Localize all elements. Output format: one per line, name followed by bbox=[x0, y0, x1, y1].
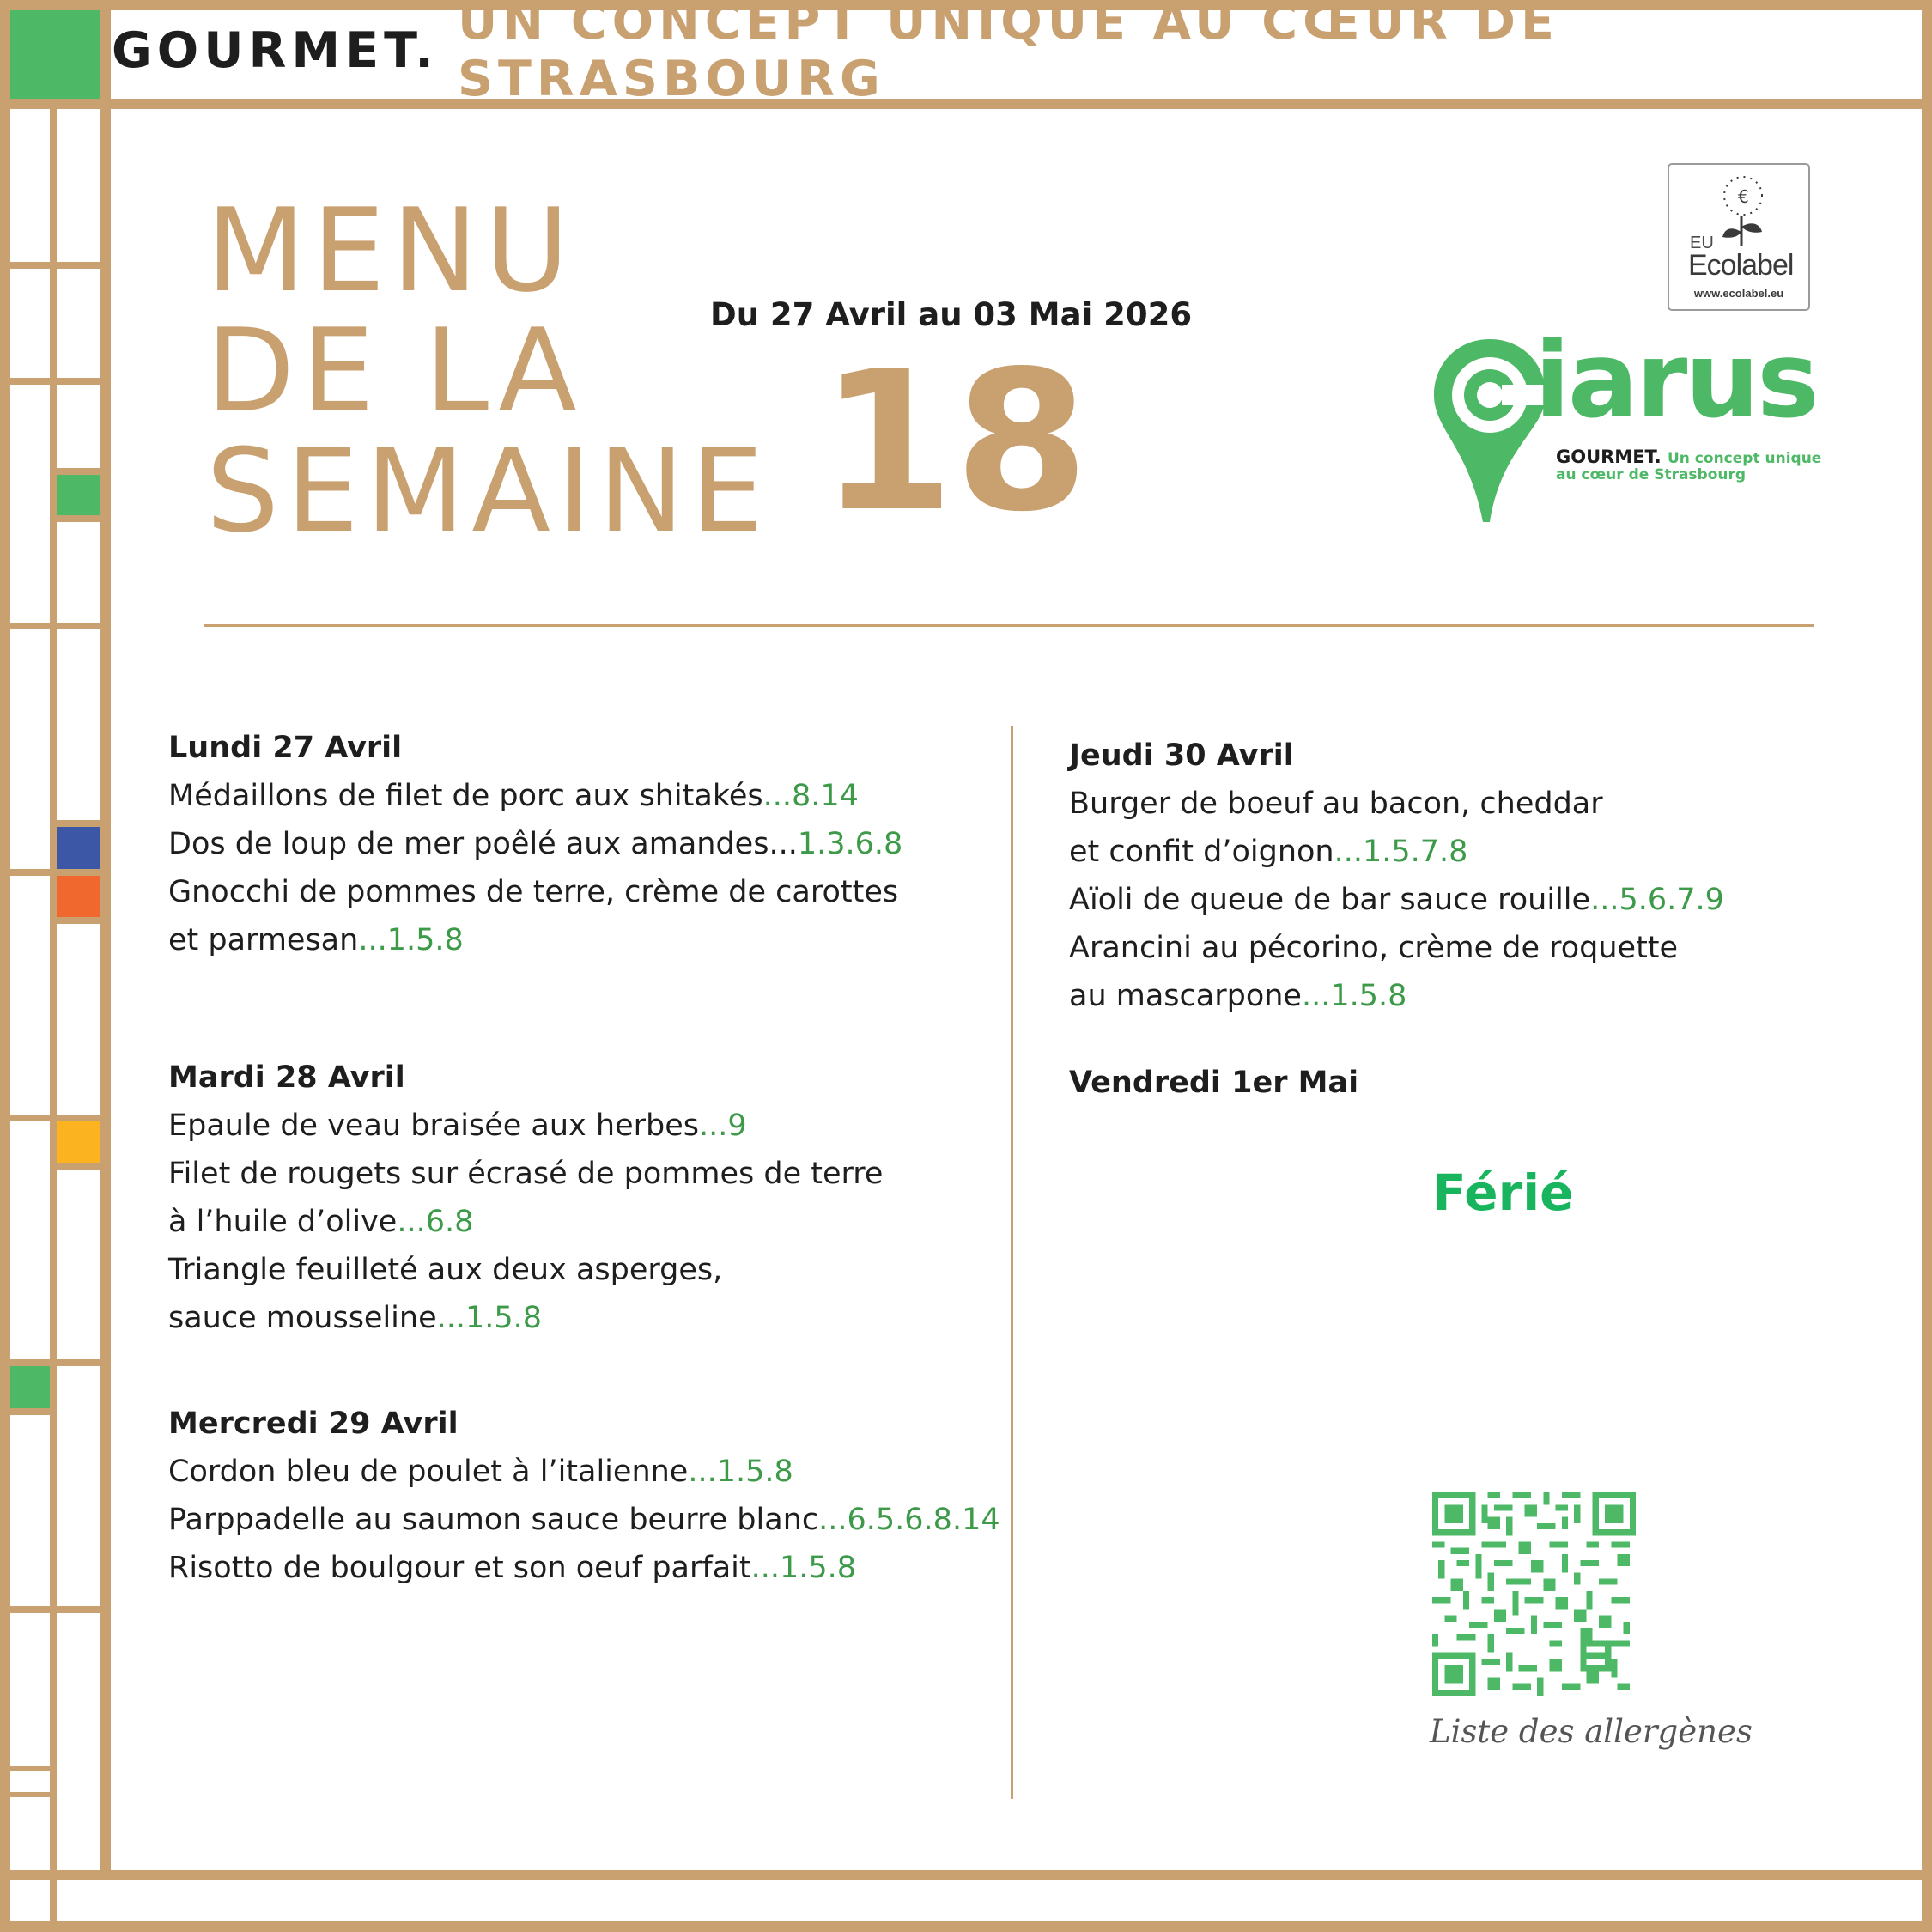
menu-item bbox=[1069, 972, 1724, 1020]
grid-h bbox=[52, 468, 107, 475]
day-monday bbox=[168, 724, 902, 964]
ecolabel-eu: EU bbox=[1690, 234, 1714, 252]
grid-h bbox=[0, 262, 107, 269]
dish: Gnocchi de pommes de terre, crème de carottes bbox=[168, 875, 899, 909]
menu-item bbox=[1069, 924, 1724, 972]
logo-sub-text2: au cœur de Strasbourg bbox=[1556, 466, 1747, 483]
grid-h bbox=[0, 623, 107, 629]
dish: Cordon bleu de poulet à l’italienne bbox=[168, 1455, 689, 1489]
dish: au mascarpone bbox=[1069, 979, 1302, 1013]
day-name: Vendredi 1er Mai bbox=[1069, 1066, 1359, 1100]
allergens: ...1.5.7.8 bbox=[1334, 835, 1468, 869]
grid-h bbox=[0, 1115, 107, 1121]
allergens: ...8.14 bbox=[762, 779, 859, 813]
grid-h bbox=[0, 1359, 107, 1366]
map-pin-icon bbox=[1430, 335, 1550, 528]
day-name: Mardi 28 Avril bbox=[168, 1060, 405, 1095]
menu-title-line3: SEMAINE bbox=[206, 424, 771, 558]
header-tagline: UN CONCEPT UNIQUE AU CŒUR DE STRASBOURG bbox=[457, 0, 1559, 107]
logo-sub-text1: Un concept unique bbox=[1667, 450, 1822, 467]
frame-bottom bbox=[0, 1921, 1932, 1932]
eu-ecolabel-logo bbox=[1668, 163, 1810, 311]
green-square bbox=[57, 475, 100, 515]
qr-code-icon[interactable] bbox=[1432, 1492, 1636, 1696]
menu-item bbox=[168, 772, 902, 820]
grid-h bbox=[0, 378, 107, 385]
grid-h bbox=[52, 820, 107, 827]
frame-left bbox=[0, 0, 10, 1932]
menu-item bbox=[168, 1150, 883, 1198]
dish: Filet de rougets sur écrasé de pommes de terre bbox=[168, 1157, 884, 1191]
dish: Burger de boeuf au bacon, cheddar bbox=[1069, 787, 1603, 821]
day-name: Mercredi 29 Avril bbox=[168, 1406, 459, 1441]
logo-subline-1 bbox=[1556, 447, 1821, 467]
allergens: ...6.5.6.8.14 bbox=[818, 1503, 1000, 1537]
allergens: ...1.5.8 bbox=[1301, 979, 1407, 1013]
left-col-line-2 bbox=[100, 0, 111, 1880]
dish: Médaillons de filet de porc aux shitakés bbox=[168, 779, 763, 813]
menu-item bbox=[168, 1544, 1000, 1592]
horizontal-divider bbox=[204, 624, 1814, 627]
day-tuesday bbox=[168, 1054, 883, 1342]
grid-h bbox=[0, 1766, 56, 1771]
allergens: ...1.5.8 bbox=[436, 1301, 543, 1335]
menu-item bbox=[168, 1198, 883, 1246]
menu-title-line1: MENU bbox=[206, 184, 576, 318]
dish: et confit d’oignon bbox=[1069, 835, 1334, 869]
day-friday bbox=[1069, 1059, 1358, 1107]
allergens: ...6.8 bbox=[397, 1205, 474, 1239]
menu-title bbox=[206, 184, 771, 558]
date-range: Du 27 Avril au 03 Mai 2026 bbox=[710, 296, 1193, 333]
allergens: ...9 bbox=[699, 1109, 747, 1143]
green-square-corner bbox=[10, 10, 100, 99]
header-brand: GOURMET. bbox=[112, 22, 439, 79]
dish: Risotto de boulgour et son oeuf parfait bbox=[168, 1551, 751, 1585]
grid-h bbox=[52, 515, 107, 522]
allergens: 1.3.6.8 bbox=[797, 827, 903, 861]
dish: Arancini au pécorino, crème de roquette bbox=[1069, 931, 1679, 965]
menu-item bbox=[168, 868, 902, 916]
dish: Epaule de veau braisée aux herbes bbox=[168, 1109, 699, 1143]
menu-title-line2: DE LA bbox=[206, 304, 584, 438]
footer-separator bbox=[0, 1870, 1932, 1880]
column-divider bbox=[1011, 726, 1013, 1799]
allergens: ...1.5.8 bbox=[358, 923, 464, 957]
frame-right bbox=[1922, 0, 1932, 1932]
dish: sauce mousseline bbox=[168, 1301, 437, 1335]
ciarus-logo bbox=[1430, 319, 1822, 532]
allergens: ...1.5.8 bbox=[688, 1455, 793, 1489]
day-name: Jeudi 30 Avril bbox=[1069, 738, 1294, 773]
dish: Aïoli de queue de bar sauce rouille bbox=[1069, 883, 1591, 917]
holiday-label: Férié bbox=[1432, 1163, 1574, 1222]
dish: Triangle feuilleté aux deux asperges, bbox=[168, 1253, 723, 1287]
grid-h bbox=[0, 1792, 56, 1797]
left-col-line-1 bbox=[50, 99, 57, 1932]
menu-item bbox=[168, 1448, 1000, 1496]
menu-item bbox=[1069, 828, 1724, 876]
green-square-2 bbox=[10, 1366, 50, 1408]
menu-item bbox=[1069, 876, 1724, 924]
grid-h bbox=[0, 1606, 107, 1613]
menu-item bbox=[1069, 780, 1724, 828]
dish: Parppadelle au saumon sauce beurre blanc bbox=[168, 1503, 819, 1537]
day-thursday bbox=[1069, 732, 1724, 1020]
qr-caption: Liste des allergènes bbox=[1430, 1713, 1753, 1750]
grid-h bbox=[52, 1163, 107, 1170]
day-name: Lundi 27 Avril bbox=[168, 731, 403, 765]
orange-square bbox=[57, 876, 100, 917]
week-number: 18 bbox=[820, 330, 1090, 555]
allergens: ...5.6.7.9 bbox=[1590, 883, 1724, 917]
grid-h bbox=[52, 917, 107, 924]
menu-item bbox=[168, 1294, 883, 1342]
dish: Dos de loup de mer poêlé aux amandes... bbox=[168, 827, 798, 861]
blue-square bbox=[57, 827, 100, 869]
menu-item bbox=[168, 820, 902, 868]
menu-item bbox=[168, 1496, 1000, 1544]
grid-h bbox=[0, 1408, 56, 1415]
menu-item bbox=[168, 1246, 883, 1294]
day-wednesday bbox=[168, 1400, 1000, 1592]
dish: et parmesan bbox=[168, 923, 359, 957]
ecolabel-name: Ecolabel bbox=[1688, 249, 1794, 282]
logo-sub-brand: GOURMET. bbox=[1556, 447, 1662, 467]
ecolabel-url: www.ecolabel.eu bbox=[1693, 287, 1784, 300]
svg-text:€: € bbox=[1738, 186, 1749, 207]
grid-h bbox=[0, 869, 107, 876]
menu-item bbox=[168, 1102, 883, 1150]
yellow-square bbox=[57, 1121, 100, 1163]
menu-item bbox=[168, 916, 902, 964]
dish: à l’huile d’olive bbox=[168, 1205, 398, 1239]
header-banner bbox=[112, 0, 1932, 107]
logo-wordmark: iarus bbox=[1534, 319, 1817, 441]
allergens: ...1.5.8 bbox=[750, 1551, 857, 1585]
